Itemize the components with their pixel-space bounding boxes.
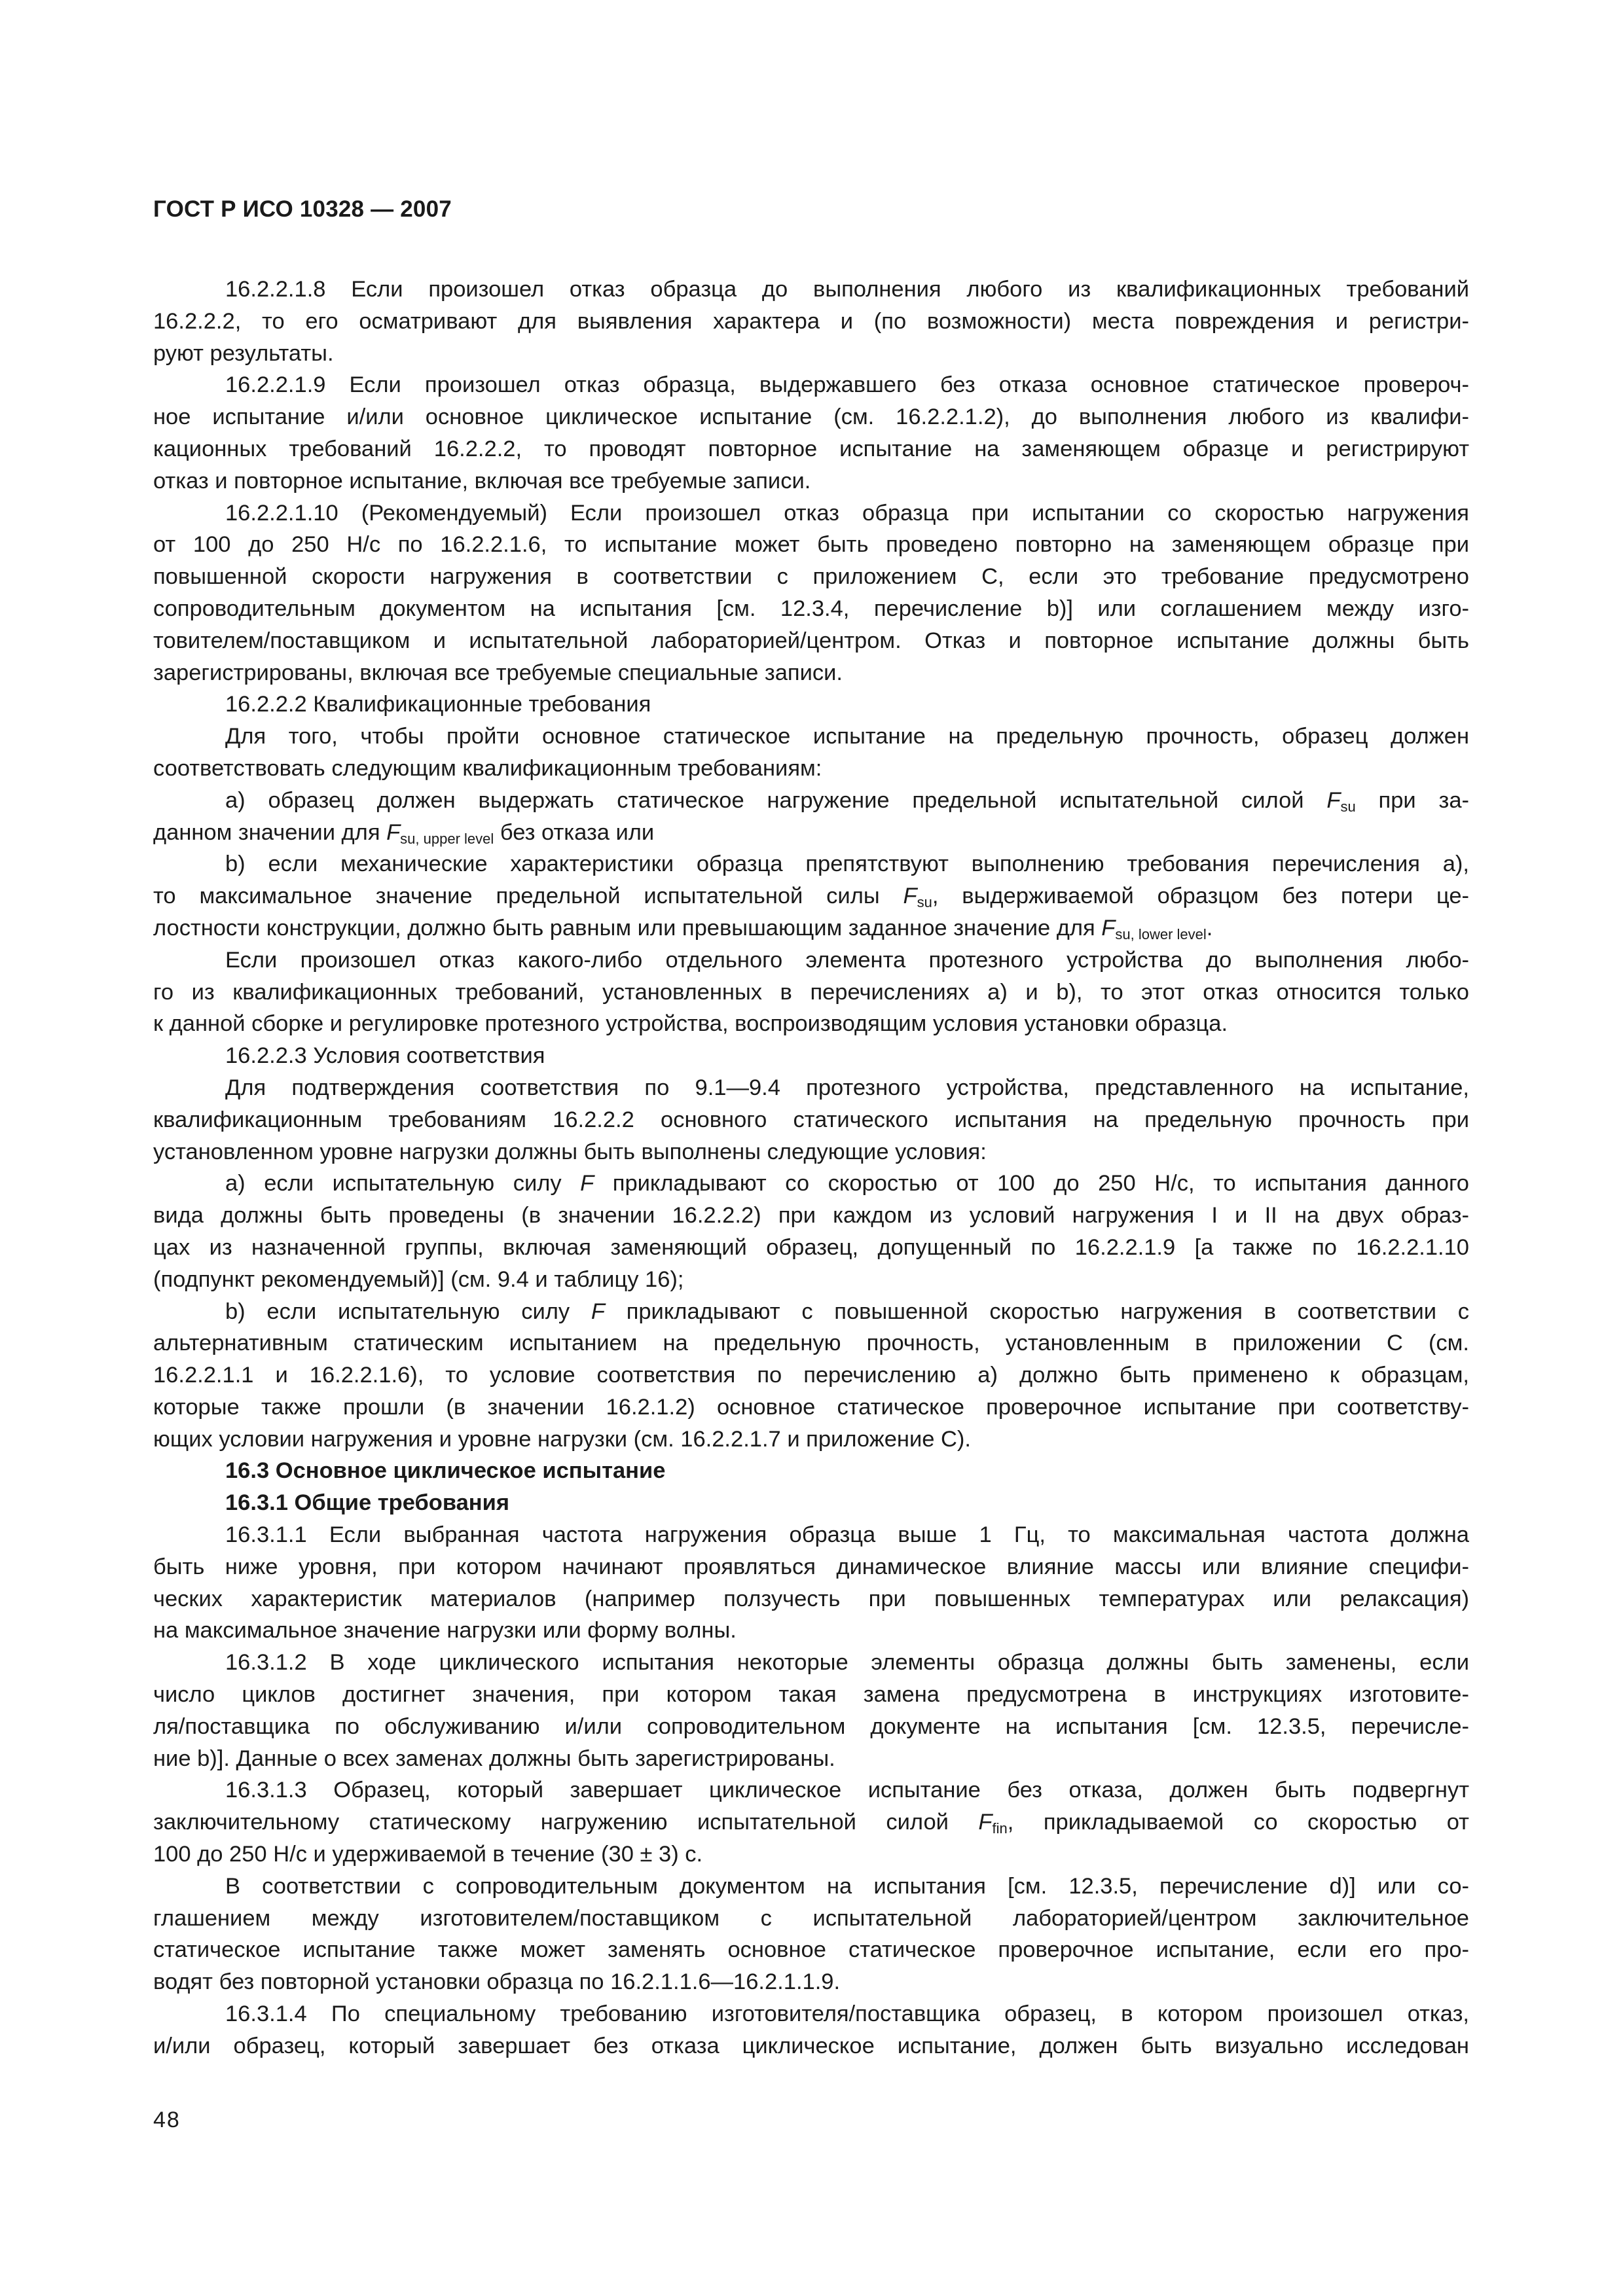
section-heading: 16.2.2.2 Квалификационные требования xyxy=(225,692,651,717)
body-line: соответствовать следующим квалификационным требованиям: xyxy=(153,755,822,781)
document-header: ГОСТ Р ИСО 10328 — 2007 xyxy=(153,196,452,222)
body-line: отказ и повторное испытание, включая все требуемые записи. xyxy=(153,468,811,493)
body-line: данном значении для $F_{su, upper level}$ без отказа или xyxy=(153,819,655,847)
subscript: fin xyxy=(992,1820,1008,1837)
body-line: ческих характеристик материалов (например ползучесть при повышенных температурах или релаксация) xyxy=(153,1586,1469,1611)
body-line: 16.2.2.2, то его осматривают для выявления характера и (по возможности) места повреждения и регистри- xyxy=(153,308,1469,334)
body-line: цах из назначенной группы, включая заменяющий образец, допущенный по 16.2.2.1.9 [а также по 16.2.2.1.10 xyxy=(153,1234,1469,1260)
body-line: 16.3.1.2 В ходе циклического испытания некоторые элементы образца должны быть заменены, если xyxy=(225,1650,1469,1676)
section-heading: 16.3.1 Общие требования xyxy=(225,1490,509,1516)
body-line: Для подтверждения соответствия по 9.1—9.4 протезного устройства, представленного на испытание, xyxy=(225,1075,1469,1100)
body-line: 100 до 250 Н/с и удерживаемой в течение (30 ± 3) с. xyxy=(153,1842,703,1867)
body-line: а) образец должен выдержать статическое нагружение предельной испытательной силой $F_{su}$ при за- xyxy=(225,787,1469,815)
body-line: ля/поставщика по обслуживанию и/или сопроводительном документе на испытания [см. 12.3.5, перечисле- xyxy=(153,1713,1469,1739)
variable-F: F xyxy=(1101,915,1116,941)
body-line: а) если испытательную силу F прикладывают со скоростью от 100 до 250 Н/с, то испытания данного xyxy=(225,1171,1469,1196)
body-line: установленном уровне нагрузки должны быть выполнены следующие условия: xyxy=(153,1139,987,1164)
body-line: руют результаты. xyxy=(153,340,334,366)
variable-F: F xyxy=(978,1810,993,1835)
body-line: вида должны быть проведены (в значении 16.2.2.2) при каждом из условий нагружения I и II на двух образ- xyxy=(153,1203,1469,1229)
variable-F: F xyxy=(903,884,917,909)
body-line: b) если испытательную силу F прикладывают с повышенной скоростью нагружения в соответствии с xyxy=(225,1299,1469,1324)
body-line: глашением между изготовителем/поставщиком с испытательной лабораторией/центром заключительное xyxy=(153,1905,1469,1931)
document-body xyxy=(153,274,1469,2062)
page-number: 48 xyxy=(153,2108,181,2132)
body-line: Для того, чтобы пройти основное статическое испытание на предельную прочность, образец должен xyxy=(225,724,1469,749)
body-line: b) если механические характеристики образца препятствуют выполнению требования перечисления а), xyxy=(225,852,1469,877)
body-line: Если произошел отказ какого-либо отдельного элемента протезного устройства до выполнения любо- xyxy=(225,947,1469,973)
body-line: на максимальное значение нагрузки или форму волны. xyxy=(153,1618,737,1643)
body-line: 16.2.2.1.10 (Рекомендуемый) Если произошел отказ образца при испытании со скоростью нагружения xyxy=(225,500,1469,526)
body-line: водят без повторной установки образца по 16.2.1.1.6—16.2.1.1.9. xyxy=(153,1969,841,1995)
body-line: 16.2.2.1.9 Если произошел отказ образца, выдержавшего без отказа основное статическое провероч- xyxy=(225,372,1469,398)
body-line: квалификационным требованиям 16.2.2.2 основного статического испытания на предельную прочность при xyxy=(153,1107,1469,1132)
body-line: сопроводительным документом на испытания [см. 12.3.4, перечисление b)] или соглашением между изго- xyxy=(153,596,1469,621)
body-line: от 100 до 250 Н/с по 16.2.2.1.6, то испытание может быть проведено повторно на заменяющем образце при xyxy=(153,532,1469,558)
body-line: 16.2.2.1.1 и 16.2.2.1.6), то условие соответствия по перечислению а) должно быть применено к образцам, xyxy=(153,1363,1469,1388)
section-heading: 16.2.2.3 Условия соответствия xyxy=(225,1043,545,1069)
body-line: повышенной скорости нагружения в соответствии с приложением С, если это требование предусмотрено xyxy=(153,564,1469,590)
body-line: заключительному статическому нагружению испытательной силой $F_{fin}$, прикладываемой со скоростью от xyxy=(153,1810,1469,1837)
body-line: альтернативным статическим испытанием на предельную прочность, установленным в приложении С (см. xyxy=(153,1331,1469,1356)
body-line: ющих условии нагружения и уровне нагрузки (см. 16.2.2.1.7 и приложение С). xyxy=(153,1426,971,1452)
body-line: 16.3.1.1 Если выбранная частота нагружения образца выше 1 Гц, то максимальная частота должна xyxy=(225,1522,1469,1548)
variable-F: F xyxy=(386,819,401,845)
variable-F: F xyxy=(1326,787,1341,813)
body-line: которые также прошли (в значении 16.2.1.2) основное статическое проверочное испытание при соответству- xyxy=(153,1394,1469,1420)
variable-F: F xyxy=(580,1171,594,1196)
body-line: число циклов достигнет значения, при котором такая замена предусмотрена в инструкциях изготовите- xyxy=(153,1682,1469,1708)
body-line: 16.3.1.4 По специальному требованию изготовителя/поставщика образец, в котором произошел отказ, xyxy=(225,2001,1469,2027)
body-line: В соответствии с сопроводительным документом на испытания [см. 12.3.5, перечисление d)] или со- xyxy=(225,1873,1469,1899)
body-line: ное испытание и/или основное циклическое испытание (см. 16.2.2.1.2), до выполнения любого из квалифи- xyxy=(153,404,1469,430)
body-line: то максимальное значение предельной испытательной силы $F_{su}$, выдерживаемой образцом без потери це- xyxy=(153,884,1469,911)
body-line: товителем/поставщиком и испытательной лабораторией/центром. Отказ и повторное испытание должны быть xyxy=(153,628,1469,653)
body-line: зарегистрированы, включая все требуемые специальные записи. xyxy=(153,660,843,685)
body-line: кационных требований 16.2.2.2, то проводят повторное испытание на заменяющем образце и регистрируют xyxy=(153,436,1469,461)
body-line: к данной сборке и регулировке протезного устройства, воспроизводящим условия установки образца. xyxy=(153,1011,1228,1037)
body-line: и/или образец, который завершает без отказа циклическое испытание, должен быть визуально исследован xyxy=(153,2033,1469,2058)
body-line: лостности конструкции, должно быть равным или превышающим заданное значение для $F_{su, lower level}$. xyxy=(153,915,1213,942)
subscript: su xyxy=(1340,798,1356,815)
body-line: быть ниже уровня, при котором начинают проявляться динамическое влияние массы или влияние специфи- xyxy=(153,1554,1469,1579)
section-heading: 16.3 Основное циклическое испытание xyxy=(225,1458,666,1484)
body-line: ние b)]. Данные о всех заменах должны быть зарегистрированы. xyxy=(153,1746,835,1771)
body-line: 16.2.2.1.8 Если произошел отказ образца до выполнения любого из квалификационных требований xyxy=(225,277,1469,302)
body-line: статическое испытание также может заменять основное статическое проверочное испытание, если его про- xyxy=(153,1937,1469,1963)
subscript: su xyxy=(917,894,932,911)
subscript: su, upper level xyxy=(400,830,494,847)
body-line: 16.3.1.3 Образец, который завершает циклическое испытание без отказа, должен быть подвергнут xyxy=(225,1778,1469,1803)
body-line: го из квалификационных требований, установленных в перечислениях а) и b), то этот отказ относится только xyxy=(153,979,1469,1005)
subscript: su, lower level xyxy=(1115,925,1207,942)
variable-F: F xyxy=(591,1299,605,1324)
body-line: (подпункт рекомендуемый)] (см. 9.4 и таблицу 16); xyxy=(153,1266,684,1292)
